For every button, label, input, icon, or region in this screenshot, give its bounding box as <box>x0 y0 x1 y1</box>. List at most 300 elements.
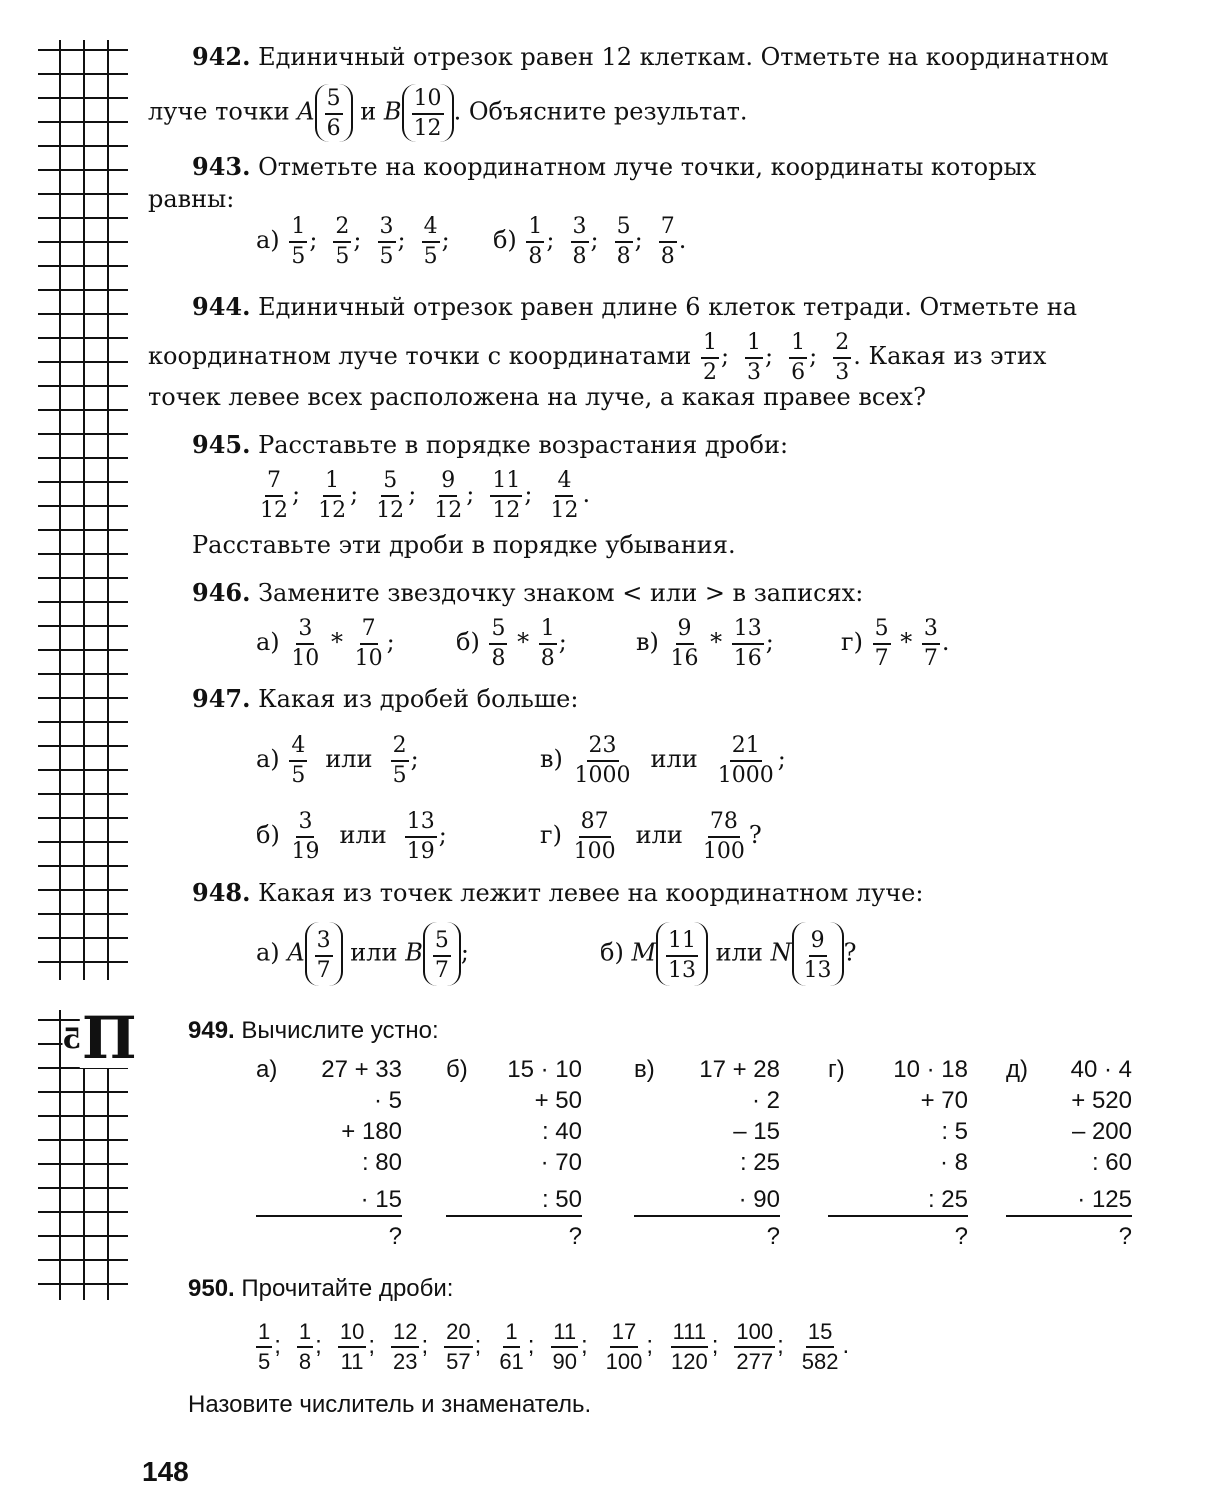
numerator: 17 <box>610 1321 638 1348</box>
calc-column <box>256 1054 402 1252</box>
numerator: 3 <box>922 618 940 645</box>
comparison-item <box>456 614 567 670</box>
separator: ; <box>546 226 555 254</box>
coordinate: $\frac{9}{13}$ <box>792 922 844 986</box>
item-label: а) <box>256 745 288 773</box>
denominator: 10 <box>291 645 320 671</box>
problem-text: координатном луче точки с координатами <box>148 342 692 370</box>
point-label: A <box>297 97 315 126</box>
fraction <box>659 213 677 269</box>
item-label: а) <box>256 938 280 967</box>
calc-answer: ? <box>388 1223 402 1250</box>
separator: . <box>842 1332 850 1359</box>
numerator: 15 <box>806 1321 834 1348</box>
problem-text: . Какая из этих <box>853 342 1047 370</box>
denominator: 5 <box>379 243 394 269</box>
problem-948-item-a <box>256 922 469 986</box>
problem-number: 948. <box>192 878 251 907</box>
fraction <box>669 1318 710 1374</box>
separator: ; <box>590 226 599 254</box>
calc-step: · 15 <box>256 1184 402 1217</box>
point-label: N <box>770 938 792 967</box>
calc-step: + 70 <box>920 1087 968 1114</box>
denominator: 16 <box>670 645 699 671</box>
numerator: 9 <box>439 470 457 497</box>
calc-step: : 5 <box>941 1118 968 1145</box>
point-label: B <box>383 97 402 126</box>
fraction-list <box>524 213 687 269</box>
denominator: 6 <box>791 359 806 385</box>
fraction <box>548 467 580 523</box>
denominator: 277 <box>736 1348 774 1374</box>
problem-945-line1 <box>148 428 1160 462</box>
item-label: в) <box>636 628 667 656</box>
calc-step: : 60 <box>1091 1149 1132 1176</box>
fraction <box>258 467 290 523</box>
numerator: 1 <box>289 216 307 243</box>
comparison-item <box>841 614 949 670</box>
problem-text: Какая из точек лежит левее на координатном луче: <box>258 879 924 907</box>
coordinate: $\frac{3}{7}$ <box>305 922 343 986</box>
separator: ; <box>421 1332 429 1359</box>
separator: ; <box>720 342 730 370</box>
denominator: 10 <box>354 645 383 671</box>
numerator: 2 <box>833 332 851 359</box>
problem-943-fractions <box>256 212 686 268</box>
numerator: 5 <box>873 618 891 645</box>
denominator: 2 <box>702 359 717 385</box>
denominator: 5 <box>291 243 306 269</box>
comparison-item <box>256 806 447 864</box>
problem-text: Расставьте в порядке возрастания дроби: <box>258 431 789 459</box>
denominator: 23 <box>393 1348 418 1374</box>
fraction <box>316 467 348 523</box>
point-label: A <box>287 938 305 967</box>
denominator: 8 <box>660 243 675 269</box>
problem-number: 945. <box>192 430 251 459</box>
or-word: или <box>715 938 763 967</box>
numerator: 1 <box>503 1321 519 1348</box>
fraction <box>289 808 321 864</box>
denominator: 90 <box>552 1348 577 1374</box>
denominator: 8 <box>491 645 506 671</box>
numerator: 1 <box>526 216 544 243</box>
problem-944-line1 <box>148 290 1160 324</box>
numerator: 1 <box>789 332 807 359</box>
item-label: б) <box>600 938 624 967</box>
coordinate: $\frac{5}{6}$ <box>315 84 353 142</box>
denominator: 7 <box>874 645 889 671</box>
fraction <box>289 615 321 671</box>
denominator: 12 <box>260 497 288 523</box>
denominator: 1000 <box>717 762 774 788</box>
problem-945-fractions <box>256 466 590 522</box>
separator: ; <box>460 938 469 967</box>
margin-mark-small: 5 <box>62 1022 82 1055</box>
separator: ; <box>524 480 533 508</box>
calc-step: : 25 <box>828 1184 968 1217</box>
item-label: б) <box>492 226 517 254</box>
or-word: или <box>325 745 373 773</box>
separator: ; <box>558 628 567 656</box>
fraction <box>289 732 307 788</box>
coordinate: $\frac{11}{13}$ <box>656 922 708 986</box>
denominator: 8 <box>298 1348 312 1374</box>
fraction <box>571 213 589 269</box>
calc-step: 10 · 18 <box>893 1056 968 1083</box>
calc-step: : 80 <box>361 1149 402 1176</box>
numerator: 1 <box>323 470 341 497</box>
problem-number: 942. <box>192 42 251 71</box>
problem-943-line1 <box>148 150 1160 184</box>
calc-column <box>1006 1054 1132 1252</box>
fraction <box>391 1318 419 1374</box>
calc-answer: ? <box>1118 1223 1132 1250</box>
item-label: в) <box>540 745 571 773</box>
problem-text: . Объясните результат. <box>453 97 748 126</box>
numerator: 5 <box>489 618 507 645</box>
numerator: 111 <box>671 1321 708 1348</box>
item-label: д) <box>1006 1056 1028 1083</box>
denominator: 61 <box>499 1348 524 1374</box>
calc-step: · 2 <box>751 1087 780 1114</box>
problem-946-items <box>256 614 976 670</box>
numerator: 4 <box>555 470 573 497</box>
separator: ; <box>711 1332 719 1359</box>
problem-947-line1 <box>148 682 1160 716</box>
calc-step: · 8 <box>939 1149 968 1176</box>
fraction <box>833 329 851 385</box>
problem-text: Прочитайте дроби: <box>241 1275 454 1302</box>
item-label: а) <box>256 226 280 254</box>
fraction-list <box>287 213 450 269</box>
item-label: а) <box>256 628 288 656</box>
denominator: 5 <box>392 762 407 788</box>
coordinate: $\frac{5}{7}$ <box>423 922 461 986</box>
denominator: 5 <box>423 243 438 269</box>
or-word: или <box>350 938 398 967</box>
star-sign: * <box>323 628 351 656</box>
margin-grid-top <box>38 40 128 980</box>
item-label: б) <box>446 1056 468 1083</box>
separator: ; <box>765 628 774 656</box>
fraction <box>391 732 409 788</box>
numerator: 10 <box>338 1321 366 1348</box>
problem-944-line2 <box>148 330 1160 384</box>
separator: ; <box>350 480 359 508</box>
fraction <box>745 329 763 385</box>
numerator: 4 <box>289 735 307 762</box>
fraction <box>489 615 507 671</box>
denominator: 7 <box>923 645 938 671</box>
numerator: 7 <box>360 618 378 645</box>
or-word: или <box>650 745 698 773</box>
item-label: в) <box>634 1056 655 1083</box>
comparison-item <box>540 806 762 864</box>
numerator: 1 <box>745 332 763 359</box>
comparison-item <box>256 614 395 670</box>
separator: ; <box>438 821 447 849</box>
fraction <box>922 615 940 671</box>
point-label: B <box>405 938 423 967</box>
item-label: а) <box>256 1056 278 1083</box>
problem-944-line3: точек левее всех расположена на луче, а какая правее всех? <box>148 383 926 411</box>
numerator: 12 <box>391 1321 419 1348</box>
problem-text: Замените звездочку знаком < или > в записях: <box>258 579 864 607</box>
separator: ? <box>748 821 762 849</box>
numerator: 21 <box>730 735 762 762</box>
numerator: 2 <box>391 735 409 762</box>
numerator: 87 <box>579 811 611 838</box>
denominator: 100 <box>605 1348 643 1374</box>
calc-step: 17 + 28 <box>699 1056 780 1083</box>
fraction <box>572 808 618 864</box>
comparison-item <box>540 730 786 788</box>
fraction <box>873 615 891 671</box>
fraction <box>333 213 351 269</box>
calc-step: + 520 <box>1071 1087 1132 1114</box>
denominator: 100 <box>573 838 616 864</box>
denominator: 12 <box>434 497 463 523</box>
calc-column <box>446 1054 582 1252</box>
separator: ; <box>410 745 419 773</box>
denominator: 8 <box>540 645 555 671</box>
numerator: 11 <box>490 470 522 497</box>
fraction <box>444 1318 472 1374</box>
conjunction: и <box>360 97 377 126</box>
denominator: 582 <box>801 1348 839 1374</box>
numerator: 1 <box>297 1321 313 1348</box>
coordinate: $\frac{10}{12}$ <box>402 84 454 142</box>
problem-text: Какая из дробей больше: <box>258 685 579 713</box>
denominator: 12 <box>550 497 579 523</box>
problem-942-line2 <box>148 84 1160 142</box>
calc-step: · 70 <box>540 1149 582 1176</box>
calc-answer: ? <box>766 1223 780 1250</box>
calc-column <box>828 1054 968 1252</box>
numerator: 100 <box>734 1321 775 1348</box>
problem-text: Отметьте на координатном луче точки, координаты которых <box>258 153 1037 181</box>
separator: ; <box>634 226 643 254</box>
fraction <box>497 1318 525 1374</box>
item-label: б) <box>256 821 288 849</box>
calc-step: – 15 <box>733 1118 780 1145</box>
denominator: 8 <box>616 243 631 269</box>
fraction <box>701 329 719 385</box>
separator: ; <box>408 480 417 508</box>
fraction <box>526 213 544 269</box>
separator: ; <box>580 1332 588 1359</box>
problem-943-line2: равны: <box>148 185 235 213</box>
numerator: 3 <box>296 618 314 645</box>
or-word: или <box>635 821 683 849</box>
calc-step: + 180 <box>341 1118 402 1145</box>
point-label: M <box>631 938 657 967</box>
separator: ; <box>809 342 818 370</box>
fraction-list <box>699 329 853 385</box>
item-label: г) <box>540 821 570 849</box>
numerator: 7 <box>265 470 283 497</box>
denominator: 3 <box>835 359 850 385</box>
problem-number: 949. <box>188 1017 235 1044</box>
separator: . <box>582 480 591 508</box>
separator: ; <box>765 342 774 370</box>
separator: ; <box>397 226 406 254</box>
numerator: 7 <box>659 216 677 243</box>
denominator: 120 <box>671 1348 708 1374</box>
problem-text: луче точки <box>148 97 290 126</box>
numerator: 5 <box>381 470 399 497</box>
separator: ; <box>386 628 395 656</box>
separator: ; <box>368 1332 375 1359</box>
denominator: 8 <box>528 243 543 269</box>
calc-step: : 50 <box>446 1184 582 1217</box>
denominator: 1000 <box>574 762 631 788</box>
numerator: 11 <box>551 1321 578 1348</box>
calc-step: 40 · 4 <box>1070 1056 1132 1083</box>
numerator: 9 <box>676 618 694 645</box>
denominator: 11 <box>340 1348 364 1374</box>
denominator: 19 <box>406 838 435 864</box>
problem-950-line2: Назовите числитель и знаменатель. <box>188 1391 592 1418</box>
denominator: 5 <box>258 1348 271 1374</box>
star-sign: * <box>702 628 730 656</box>
fraction <box>374 467 406 523</box>
calc-step: : 25 <box>739 1149 780 1176</box>
fraction <box>405 808 437 864</box>
separator: . <box>941 628 950 656</box>
separator: ; <box>292 480 301 508</box>
problem-number: 950. <box>188 1275 235 1302</box>
problem-950-line1 <box>148 1272 1160 1306</box>
numerator: 78 <box>708 811 740 838</box>
numerator: 23 <box>587 735 619 762</box>
separator: ; <box>777 745 786 773</box>
problem-number: 943. <box>192 152 251 181</box>
fraction <box>789 329 807 385</box>
separator: ; <box>441 226 450 254</box>
denominator: 19 <box>291 838 320 864</box>
fraction <box>353 615 385 671</box>
fraction <box>539 615 557 671</box>
problem-text: Вычислите устно: <box>241 1017 439 1044</box>
denominator: 12 <box>492 497 521 523</box>
numerator: 3 <box>296 811 314 838</box>
fraction <box>701 808 747 864</box>
denominator: 100 <box>702 838 745 864</box>
item-label: г) <box>828 1056 845 1083</box>
separator: . <box>678 226 687 254</box>
calc-answer: ? <box>954 1223 968 1250</box>
denominator: 12 <box>376 497 405 523</box>
fraction <box>716 732 776 788</box>
problem-948-item-b <box>600 922 856 986</box>
denominator: 12 <box>318 497 347 523</box>
problem-text: Единичный отрезок равен длине 6 клеток тетради. Отметьте на <box>258 293 1078 321</box>
fraction <box>615 213 633 269</box>
fraction <box>256 1318 272 1374</box>
denominator: 8 <box>572 243 587 269</box>
denominator: 16 <box>733 645 762 671</box>
denominator: 57 <box>446 1348 471 1374</box>
fraction <box>297 1318 313 1374</box>
calc-step: · 90 <box>634 1184 780 1217</box>
margin-mark: П <box>82 1004 137 1072</box>
problem-942-line1 <box>148 40 1160 74</box>
separator: ; <box>274 1332 281 1359</box>
separator: ; <box>466 480 475 508</box>
fraction <box>289 213 307 269</box>
separator: ; <box>315 1332 322 1359</box>
calc-step: 27 + 33 <box>321 1056 402 1083</box>
calc-step: – 200 <box>1071 1118 1132 1145</box>
star-sign: * <box>892 628 920 656</box>
calc-step: : 40 <box>541 1118 582 1145</box>
separator: ; <box>353 226 362 254</box>
page-number: 148 <box>142 1456 189 1487</box>
numerator: 3 <box>378 216 396 243</box>
calc-step: · 5 <box>373 1087 402 1114</box>
calc-column <box>634 1054 780 1252</box>
fraction <box>550 1318 578 1374</box>
star-sign: * <box>509 628 537 656</box>
fraction <box>734 1318 775 1374</box>
problem-945-line2: Расставьте эти дроби в порядке убывания. <box>192 531 736 559</box>
calc-step: 15 · 10 <box>507 1056 582 1083</box>
numerator: 4 <box>422 216 440 243</box>
comparison-item <box>256 730 419 788</box>
separator: ; <box>309 226 318 254</box>
fraction <box>669 615 701 671</box>
separator: ; <box>474 1332 482 1359</box>
numerator: 13 <box>732 618 764 645</box>
problem-946-line1 <box>148 576 1160 610</box>
problem-number: 946. <box>192 578 251 607</box>
fraction <box>432 467 464 523</box>
numerator: 1 <box>701 332 719 359</box>
problem-950-fractions <box>254 1316 849 1376</box>
or-word: или <box>339 821 387 849</box>
separator: ; <box>527 1332 535 1359</box>
fraction <box>490 467 522 523</box>
numerator: 5 <box>615 216 633 243</box>
numerator: 3 <box>571 216 589 243</box>
numerator: 1 <box>256 1321 272 1348</box>
problem-949-line1 <box>148 1014 1160 1048</box>
item-label: б) <box>456 628 488 656</box>
fraction <box>732 615 764 671</box>
denominator: 5 <box>291 762 306 788</box>
separator: ; <box>777 1332 784 1359</box>
comparison-item <box>636 614 774 670</box>
fraction <box>573 732 633 788</box>
calc-answer: ? <box>568 1223 582 1250</box>
numerator: 1 <box>539 618 557 645</box>
problem-948-line1 <box>148 876 1160 910</box>
numerator: 13 <box>405 811 437 838</box>
fraction <box>378 213 396 269</box>
separator: ; <box>646 1332 654 1359</box>
fraction <box>800 1318 841 1374</box>
numerator: 2 <box>333 216 351 243</box>
numerator: 20 <box>444 1321 472 1348</box>
calc-step: + 50 <box>534 1087 582 1114</box>
calc-step: · 125 <box>1006 1184 1132 1217</box>
denominator: 5 <box>335 243 350 269</box>
denominator: 3 <box>747 359 762 385</box>
problem-text: Единичный отрезок равен 12 клеткам. Отметьте на координатном <box>258 43 1109 71</box>
fraction <box>422 213 440 269</box>
